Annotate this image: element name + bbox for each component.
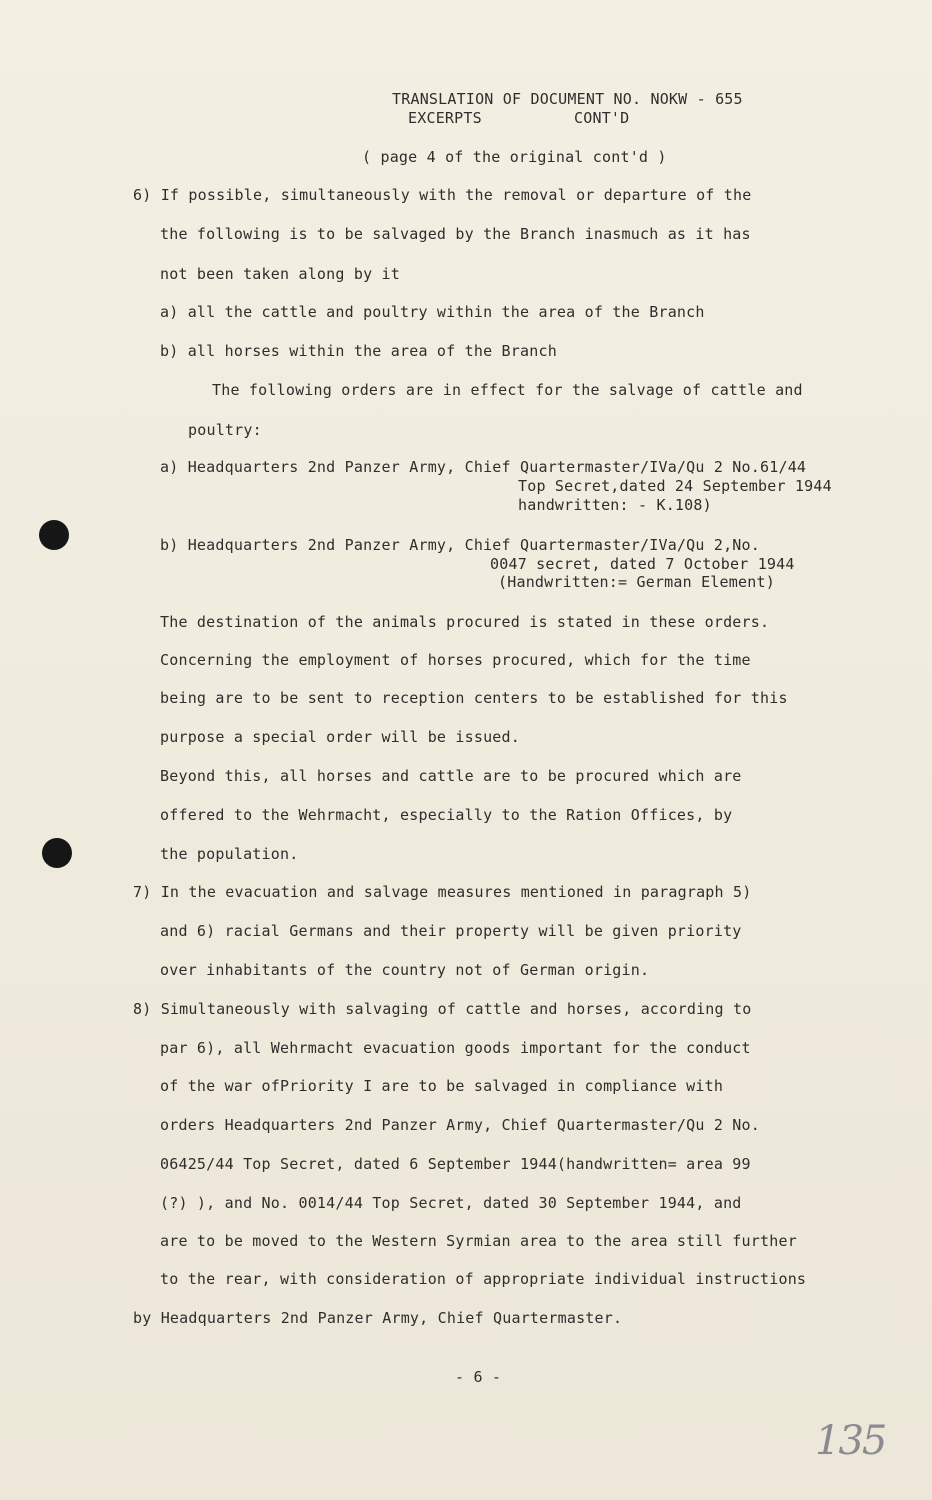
para6-item-b: b) all horses within the area of the Branch (160, 342, 557, 360)
order-a-line2: Top Secret,dated 24 September 1944 (518, 477, 832, 495)
order-b-line3: (Handwritten:= German Element) (498, 573, 775, 591)
beyond-line2: offered to the Wehrmacht, especially to the Ration Offices, by (160, 806, 733, 824)
para8-line5: 06425/44 Top Secret, dated 6 September 1944(handwritten= area 99 (160, 1155, 751, 1173)
header-contd: CONT'D (574, 109, 630, 127)
para6-line3: not been taken along by it (160, 265, 400, 283)
para8-line6: (?) ), and No. 0014/44 Top Secret, dated 30 September 1944, and (160, 1194, 742, 1212)
page-note: ( page 4 of the original cont'd ) (362, 148, 667, 166)
orders-intro-line2: poultry: (188, 421, 262, 439)
para8-line8: to the rear, with consideration of appropriate individual instructions (160, 1270, 807, 1288)
para8-line7: are to be moved to the Western Syrmian area to the area still further (160, 1232, 797, 1250)
para7-line2: and 6) racial Germans and their property will be given priority (160, 922, 742, 940)
beyond-line1: Beyond this, all horses and cattle are to be procured which are (160, 767, 742, 785)
header-title: TRANSLATION OF DOCUMENT NO. NOKW - 655 (392, 90, 743, 108)
destination-line2: Concerning the employment of horses procured, which for the time (160, 651, 751, 669)
para7-line1: 7) In the evacuation and salvage measures mentioned in paragraph 5) (133, 883, 752, 901)
punch-hole-bottom (42, 838, 72, 868)
para8-line1: 8) Simultaneously with salvaging of cattle and horses, according to (133, 1000, 752, 1018)
order-b-line2: 0047 secret, dated 7 October 1944 (490, 555, 795, 573)
destination-line4: purpose a special order will be issued. (160, 728, 520, 746)
para6-item-a: a) all the cattle and poultry within the area of the Branch (160, 303, 705, 321)
order-b-line1: b) Headquarters 2nd Panzer Army, Chief Quartermaster/IVa/Qu 2,No. (160, 536, 760, 554)
orders-intro-line1: The following orders are in effect for the salvage of cattle and (212, 381, 803, 399)
para8-line2: par 6), all Wehrmacht evacuation goods important for the conduct (160, 1039, 751, 1057)
para6-line1: 6) If possible, simultaneously with the removal or departure of the (133, 186, 752, 204)
para6-line2: the following is to be salvaged by the Branch inasmuch as it has (160, 225, 751, 243)
header-excerpts: EXCERPTS (408, 109, 482, 127)
destination-line3: being are to be sent to reception centers to be established for this (160, 689, 788, 707)
destination-line1: The destination of the animals procured is stated in these orders. (160, 613, 770, 631)
order-a-line3: handwritten: - K.108) (518, 496, 712, 514)
para8-line3: of the war ofPriority I are to be salvaged in compliance with (160, 1077, 724, 1095)
para8-line9: by Headquarters 2nd Panzer Army, Chief Quartermaster. (133, 1309, 623, 1327)
order-a-line1: a) Headquarters 2nd Panzer Army, Chief Quartermaster/IVa/Qu 2 No.61/44 (160, 458, 807, 476)
para8-line4: orders Headquarters 2nd Panzer Army, Chief Quartermaster/Qu 2 No. (160, 1116, 760, 1134)
page-number: - 6 - (455, 1368, 502, 1386)
beyond-line3: the population. (160, 845, 299, 863)
handwritten-folio-number: 135 (815, 1418, 886, 1464)
para7-line3: over inhabitants of the country not of German origin. (160, 961, 650, 979)
punch-hole-top (39, 520, 69, 550)
